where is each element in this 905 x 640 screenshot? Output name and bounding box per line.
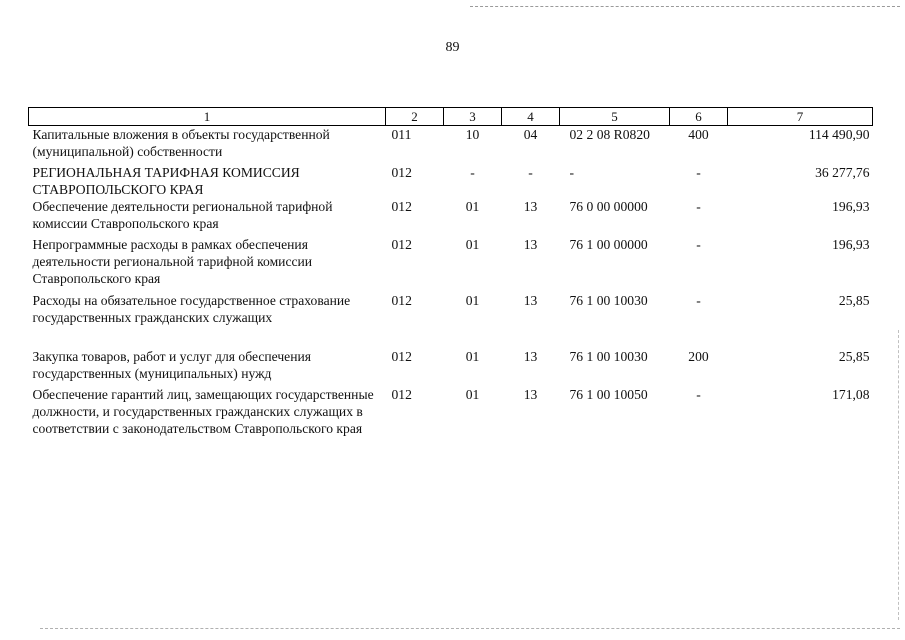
row-code-expense-type: -: [696, 293, 701, 308]
row-code-section: 01: [465, 237, 480, 252]
header-col-7: 7: [728, 108, 873, 126]
scan-artifact-top-line: [470, 6, 900, 7]
table-row: [29, 164, 873, 198]
row-amount: 25,85: [838, 293, 870, 308]
row-code-expense-type: 200: [688, 349, 709, 364]
row-code-section: -: [470, 165, 475, 180]
header-col-5: 5: [560, 108, 670, 126]
row-code-target: 76 1 00 10030: [569, 349, 648, 364]
row-amount: 114 490,90: [808, 127, 870, 142]
row-amount: 196,93: [832, 199, 870, 214]
row-code-section: 01: [465, 349, 480, 364]
row-code-target: 76 0 00 00000: [569, 199, 648, 214]
row-code-target: -: [569, 165, 575, 180]
table-row: [29, 386, 873, 458]
budget-table: [28, 107, 873, 458]
row-code-section: 01: [465, 387, 480, 402]
row-code-ministry: 012: [391, 199, 412, 214]
row-code-subsection: 13: [523, 349, 538, 364]
row-code-target: 76 1 00 10050: [569, 387, 648, 402]
row-code-section: 01: [465, 293, 480, 308]
row-code-target: 76 1 00 00000: [569, 237, 648, 252]
row-code-expense-type: 400: [688, 127, 709, 142]
row-code-ministry: 012: [391, 237, 412, 252]
row-code-section: 10: [465, 127, 480, 142]
header-col-2: 2: [386, 108, 444, 126]
page-number: 89: [445, 40, 460, 55]
row-code-target: 76 1 00 10030: [569, 293, 648, 308]
row-code-subsection: 13: [523, 387, 538, 402]
row-name: Обеспечение гарантий лиц, замещающих государственные должности, и государственных гражданских служащих в соответствии с законодательством Ставропольского края: [32, 387, 374, 436]
row-name: РЕГИОНАЛЬНАЯ ТАРИФНАЯ КОМИССИЯ СТАВРОПОЛЬСКОГО КРАЯ: [32, 165, 300, 197]
table-row: [29, 292, 873, 348]
row-code-subsection: 13: [523, 199, 538, 214]
table-row: [29, 198, 873, 236]
row-code-ministry: 012: [391, 293, 412, 308]
row-code-ministry: 012: [391, 387, 412, 402]
row-code-expense-type: -: [696, 165, 701, 180]
row-code-expense-type: -: [696, 237, 701, 252]
row-code-ministry: 012: [391, 165, 412, 180]
table-row: [29, 236, 873, 292]
row-code-ministry: 012: [391, 349, 412, 364]
scan-artifact-right-line: [898, 330, 899, 620]
table-row: [29, 126, 873, 165]
header-col-1: 1: [29, 108, 386, 126]
header-col-6: 6: [670, 108, 728, 126]
scan-artifact-bottom-line: [40, 628, 900, 629]
row-name: Капитальные вложения в объекты государственной (муниципальной) собственности: [32, 127, 330, 159]
table-row: [29, 348, 873, 386]
row-name: Закупка товаров, работ и услуг для обеспечения государственных (муниципальных) нужд: [32, 349, 311, 381]
row-code-subsection: -: [528, 165, 533, 180]
row-code-expense-type: -: [696, 387, 701, 402]
row-code-section: 01: [465, 199, 480, 214]
row-amount: 171,08: [832, 387, 870, 402]
row-amount: 25,85: [838, 349, 870, 364]
header-row: [29, 108, 873, 126]
row-code-ministry: 011: [391, 127, 412, 142]
row-code-expense-type: -: [696, 199, 701, 214]
row-code-subsection: 04: [523, 127, 538, 142]
header-col-3: 3: [444, 108, 502, 126]
header-col-4: 4: [502, 108, 560, 126]
row-code-subsection: 13: [523, 237, 538, 252]
row-code-target: 02 2 08 R0820: [569, 127, 650, 142]
row-amount: 196,93: [832, 237, 870, 252]
row-code-subsection: 13: [523, 293, 538, 308]
row-name: Расходы на обязательное государственное страхование государственных гражданских служащих: [32, 293, 351, 325]
row-name: Непрограммные расходы в рамках обеспечения деятельности региональной тарифной комиссии Ставропольского края: [32, 237, 313, 286]
row-amount: 36 277,76: [815, 165, 870, 180]
row-name: Обеспечение деятельности региональной тарифной комиссии Ставропольского края: [32, 199, 333, 231]
